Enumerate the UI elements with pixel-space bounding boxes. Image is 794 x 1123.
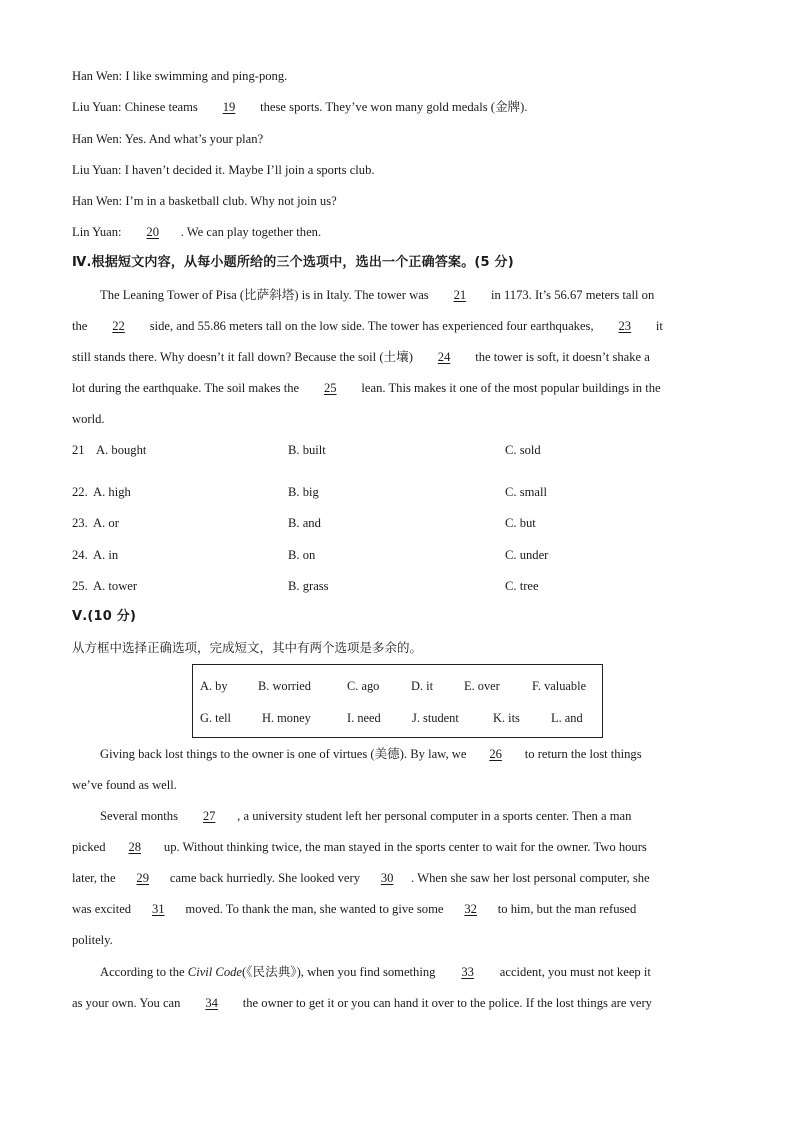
dialogue-text: Chinese teams [124,100,198,114]
passage-line: picked 28 up. Without thinking twice, the man stayed in the sports center to wait for the owner. Two hours [72,832,722,863]
answer-blank-30[interactable]: 30 [380,871,394,885]
option-b[interactable]: B. big [288,485,319,499]
speaker-name: Han Wen: [72,69,123,83]
dialogue-line [72,67,287,85]
option-a[interactable]: A. or [93,516,119,530]
question-number: 22. [72,485,88,499]
passage-line: was excited 31 moved. To thank the man, she wanted to give some 32 to him, but the man refused [72,894,722,925]
word-option: H. money [262,711,311,725]
option-b[interactable]: B. built [288,443,326,457]
option-c[interactable]: C. under [505,548,549,562]
dialogue-text: I like swimming and ping-pong. [125,69,288,83]
section-heading: Ⅴ.(10 分) [72,609,137,624]
option-c[interactable]: C. small [505,485,547,499]
dialogue-line [72,192,337,210]
passage-paragraph [72,739,722,801]
option-c[interactable]: C. sold [505,443,541,457]
word-bank-box [192,664,603,738]
answer-blank-29[interactable]: 29 [136,871,150,885]
italic-term: Civil Code [187,965,243,979]
word-option: J. student [412,711,459,725]
answer-blank-21[interactable]: 21 [453,288,467,302]
section-instruction: 从方框中选择正确选项，完成短文，其中有两个选项是多余的。 [72,640,423,655]
dialogue-line [72,161,375,179]
passage-paragraph [72,280,722,435]
passage-line: world. [72,412,105,426]
dialogue-text: I’m in a basketball club. Why not join us? [125,194,337,208]
option-a[interactable]: A. high [93,485,131,499]
speaker-name: Han Wen: [72,194,123,208]
dialogue-text: Yes. And what’s your plan? [124,132,264,146]
answer-blank-32[interactable]: 32 [464,902,477,916]
answer-blank-33[interactable]: 33 [461,965,474,979]
speaker-name: Liu Yuan: [72,163,122,177]
answer-blank-19[interactable]: 19 [222,100,236,114]
answer-blank-34[interactable]: 34 [205,996,218,1010]
passage-line: as your own. You can 34 the owner to get it or you can hand it over to the police. If the lost things are very [72,988,722,1019]
word-option: F. valuable [532,679,587,693]
word-option: G. tell [200,711,231,725]
question-number: 23. [72,516,88,530]
passage-line: still stands there. Why doesn’t it fall down? Because the soil (土壤) 24 the tower is soft, it doesn’t shake a [72,342,722,373]
speaker-name: Liu Yuan: [72,100,122,114]
dialogue-line [72,98,527,116]
passage-line: Giving back lost things to the owner is one of virtues (美德). By law, we 26 to return the lost things [72,739,722,770]
answer-blank-24[interactable]: 24 [437,350,451,364]
passage-line: Several months 27 , a university student left her personal computer in a sports center. Then a man [72,801,722,832]
answer-blank-31[interactable]: 31 [151,902,165,916]
answer-blank-22[interactable]: 22 [112,319,125,333]
section-heading: Ⅳ.根据短文内容，从每小题所给的三个选项中，选出一个正确答案。(5 分) [72,255,514,270]
option-b[interactable]: B. grass [288,579,329,593]
question-number: 21 [72,443,85,457]
passage-paragraph [72,801,722,956]
answer-blank-26[interactable]: 26 [489,747,502,761]
answer-blank-25[interactable]: 25 [323,381,337,395]
answer-blank-28[interactable]: 28 [128,840,142,854]
question-number: 24. [72,548,88,562]
speaker-name: Han Wen: [72,132,123,146]
dialogue-line [72,130,263,148]
option-a[interactable]: A. bought [96,443,147,457]
word-option: I. need [347,711,381,725]
word-option: A. by [200,679,228,693]
option-b[interactable]: B. on [288,548,316,562]
answer-blank-20[interactable]: 20 [146,225,160,239]
speaker-name: Lin Yuan: [72,225,122,239]
passage-line: According to the Civil Code(《民法典》), when you find something 33 accident, you must not keep it [72,957,722,988]
passage-line: lot during the earthquake. The soil makes the 25 lean. This makes it one of the most popular buildings in the [72,373,722,404]
passage-line: the 22 side, and 55.86 meters tall on the low side. The tower has experienced four earthquakes, 23 it [72,311,722,342]
dialogue-text: I haven’t decided it. Maybe I’ll join a sports club. [124,163,375,177]
dialogue-text: these sports. They’ve won many gold medals (金牌). [260,100,528,114]
option-b[interactable]: B. and [288,516,321,530]
word-option: B. worried [258,679,311,693]
word-option: D. it [411,679,434,693]
word-option: L. and [551,711,583,725]
question-number: 25. [72,579,88,593]
passage-line: politely. [72,933,113,947]
passage-line: later, the 29 came back hurriedly. She looked very 30 . When she saw her lost personal computer, she [72,863,722,894]
word-option: K. its [493,711,520,725]
option-a[interactable]: A. tower [93,579,138,593]
word-option: E. over [464,679,500,693]
option-c[interactable]: C. but [505,516,536,530]
dialogue-line [72,223,321,241]
option-a[interactable]: A. in [93,548,119,562]
passage-line: we’ve found as well. [72,778,177,792]
passage-paragraph [72,957,722,1019]
answer-blank-27[interactable]: 27 [202,809,216,823]
answer-blank-23[interactable]: 23 [618,319,632,333]
word-option: C. ago [347,679,380,693]
option-c[interactable]: C. tree [505,579,539,593]
dialogue-text: . We can play together then. [180,225,322,239]
passage-line: The Leaning Tower of Pisa (比萨斜塔) is in Italy. The tower was 21 in 1173. It’s 56.67 meters tall on [72,280,722,311]
